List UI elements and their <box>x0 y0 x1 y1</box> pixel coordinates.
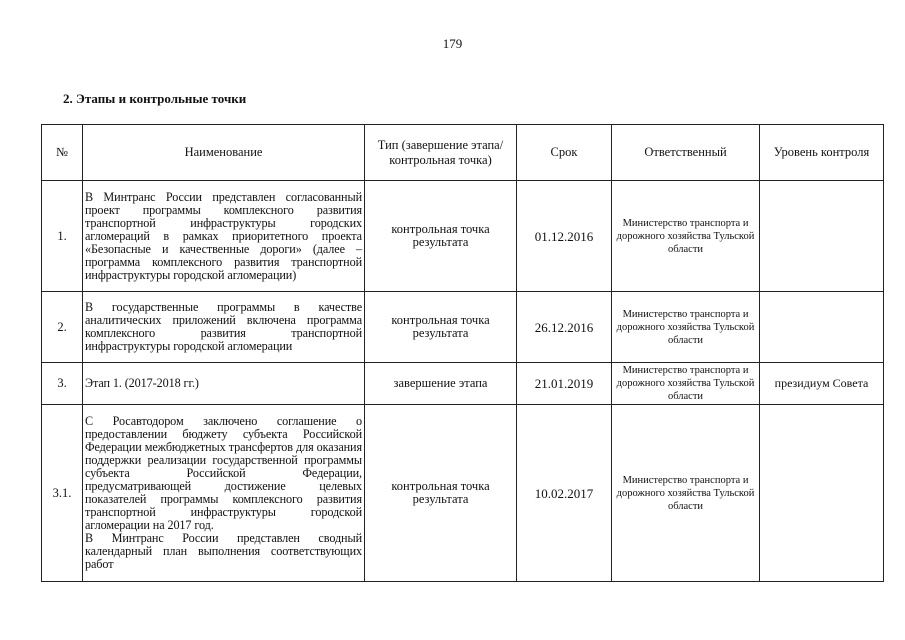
header-num: № <box>42 125 83 181</box>
row-level <box>760 405 884 582</box>
row-name-paragraph: Этап 1. (2017-2018 гг.) <box>85 376 199 390</box>
row-name <box>83 292 365 363</box>
page-number: 179 <box>442 36 463 51</box>
header-term: Срок <box>517 125 612 181</box>
row-name-paragraph: В Минтранс России представлен сводный календарный план выполнения соответствующих работ <box>85 531 362 571</box>
table-header-row <box>42 125 884 181</box>
table-row <box>42 181 884 292</box>
row-name-paragraph: В государственные программы в качестве аналитических приложений включена программа комплексного развития транспортной инфраструктуры городской агломерации <box>85 300 362 353</box>
row-name <box>83 405 365 582</box>
row-name-paragraph: С Росавтодором заключено соглашение о предоставлении бюджету субъекта Российской Федерации межбюджетных трансфертов для оказания поддержки реализации государственной программы субъекта Российской Федерации, предусматривающей достижение целевых показателей программы комплексного развития транспортной инфраструктуры городской агломерации на 2017 год. <box>85 414 362 532</box>
row-level: президиум Совета <box>760 363 884 405</box>
row-level <box>760 181 884 292</box>
row-type: контрольная точка результата <box>365 405 517 582</box>
row-type: завершение этапа <box>365 363 517 405</box>
row-num: 2. <box>42 292 83 363</box>
header-responsible: Ответственный <box>612 125 760 181</box>
row-num: 1. <box>42 181 83 292</box>
row-term: 21.01.2019 <box>517 363 612 405</box>
row-name <box>83 181 365 292</box>
row-term: 10.02.2017 <box>517 405 612 582</box>
row-responsible: Министерство транспорта и дорожного хозяйства Тульской области <box>612 363 760 405</box>
row-term: 01.12.2016 <box>517 181 612 292</box>
stages-table <box>41 124 884 582</box>
header-type: Тип (завершение этапа/контрольная точка) <box>365 125 517 181</box>
row-num: 3.1. <box>42 405 83 582</box>
table-row <box>42 292 884 363</box>
row-num: 3. <box>42 363 83 405</box>
section-title: 2. Этапы и контрольные точки <box>63 91 247 106</box>
table-row <box>42 363 884 405</box>
row-level <box>760 292 884 363</box>
row-responsible: Министерство транспорта и дорожного хозяйства Тульской области <box>612 405 760 582</box>
row-name-paragraph: В Минтранс России представлен согласованный проект программы комплексного развития транспортной инфраструктуры городских агломераций в рамках приоритетного проекта «Безопасные и качественные дороги» (далее – программа комплексного развития транспортной инфраструктуры городской агломерации) <box>85 189 362 282</box>
row-type: контрольная точка результата <box>365 292 517 363</box>
row-responsible: Министерство транспорта и дорожного хозяйства Тульской области <box>612 292 760 363</box>
row-responsible: Министерство транспорта и дорожного хозяйства Тульской области <box>612 181 760 292</box>
row-type: контрольная точка результата <box>365 181 517 292</box>
table-row <box>42 405 884 582</box>
row-name <box>83 363 365 405</box>
header-name: Наименование <box>83 125 365 181</box>
header-level: Уровень контроля <box>760 125 884 181</box>
row-term: 26.12.2016 <box>517 292 612 363</box>
